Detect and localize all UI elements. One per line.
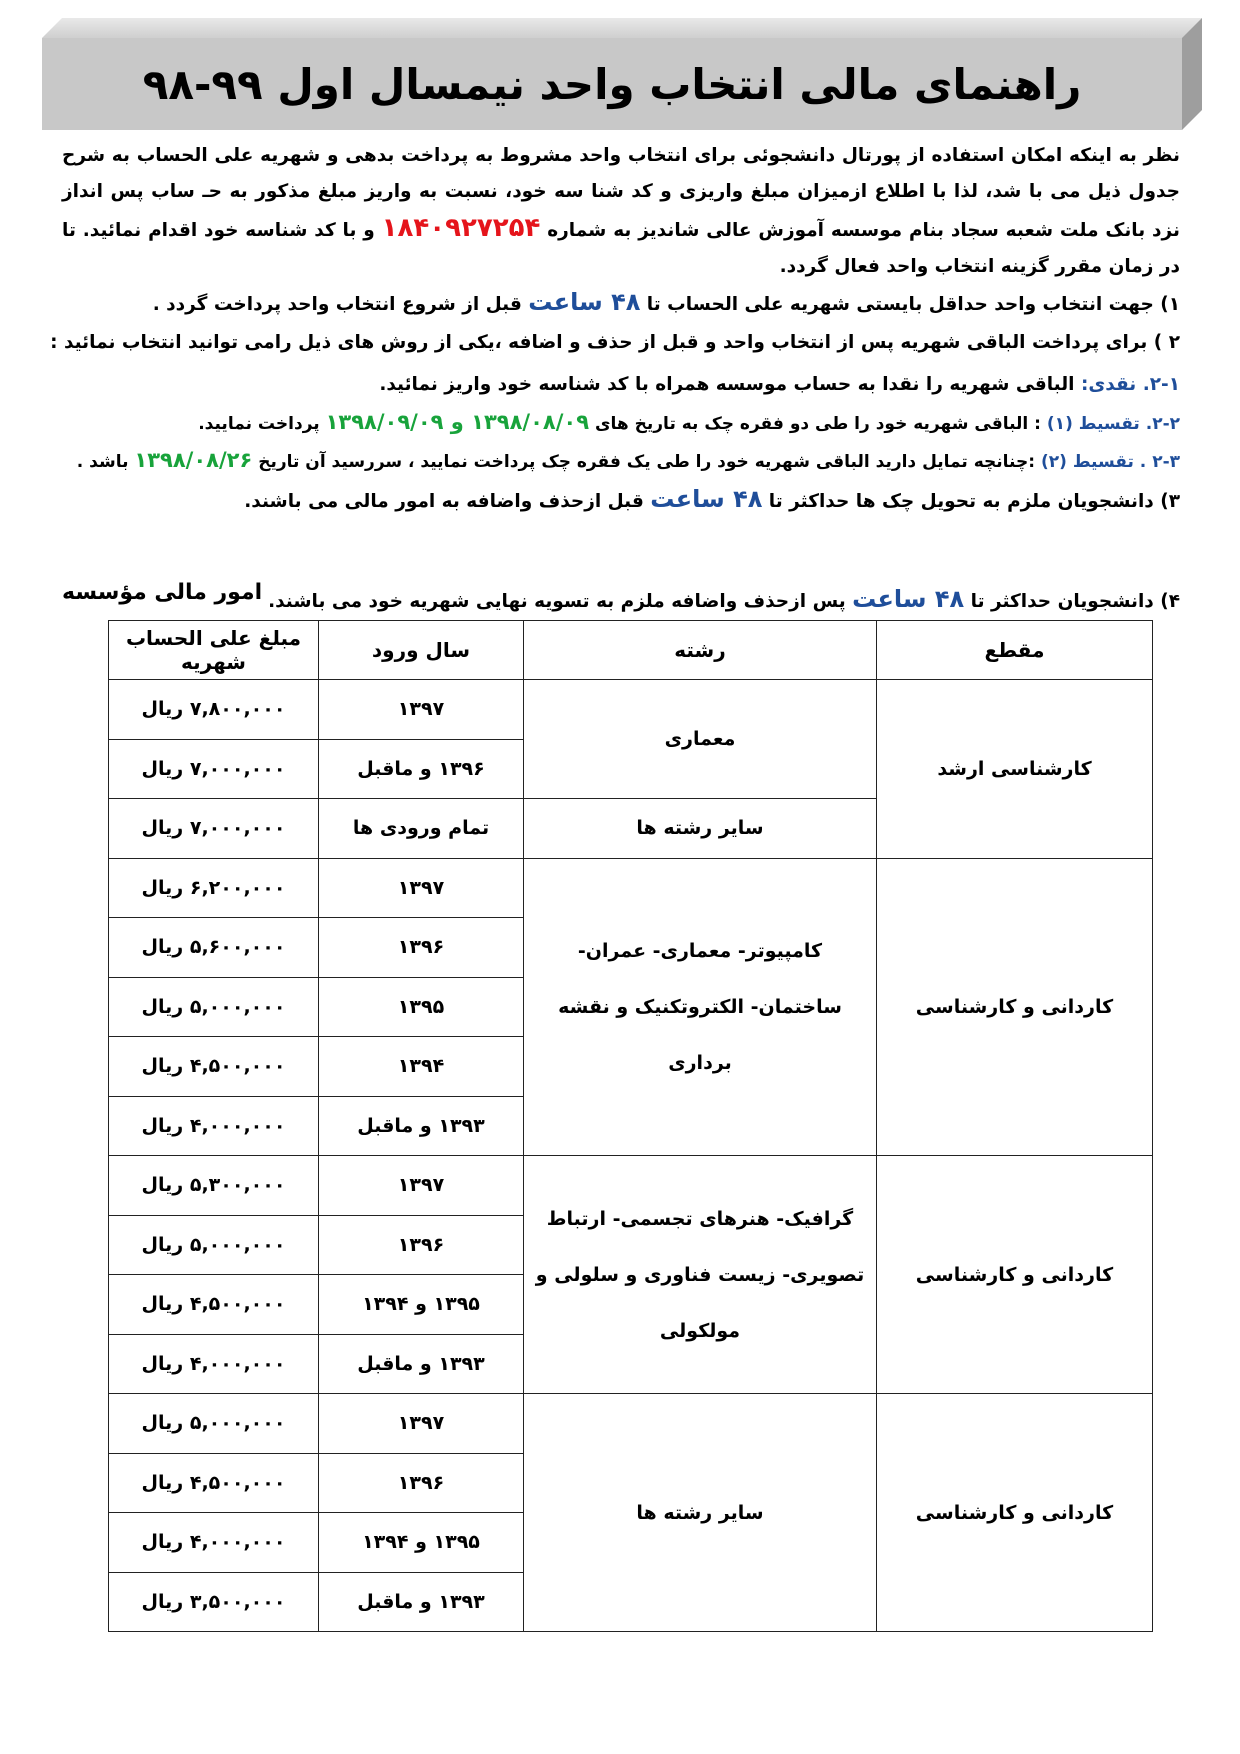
fee-cell: ۵,۰۰۰,۰۰۰ ریال — [109, 1215, 319, 1275]
fee-cell: ۴,۰۰۰,۰۰۰ ریال — [109, 1513, 319, 1573]
header-fee: مبلغ علی الحساب شهریه — [109, 621, 319, 680]
year-cell: ۱۳۹۷ — [319, 680, 524, 740]
year-cell: ۱۳۹۶ — [319, 1215, 524, 1275]
rule-4-deadline: ۴۸ ساعت — [852, 585, 965, 613]
fee-cell: ۷,۰۰۰,۰۰۰ ریال — [109, 799, 319, 859]
rule-3 — [62, 485, 1180, 513]
year-cell: ۱۳۹۵ و ۱۳۹۴ — [319, 1513, 524, 1573]
fee-cell: ۴,۰۰۰,۰۰۰ ریال — [109, 1096, 319, 1156]
title-banner — [42, 18, 1202, 130]
year-cell: ۱۳۹۳ و ماقبل — [319, 1572, 524, 1632]
rule-2-1-text: الباقی شهریه را نقدا به حساب موسسه همراه با کد شناسه خود واریز نمائید. — [379, 374, 1081, 395]
year-cell: ۱۳۹۶ — [319, 918, 524, 978]
rule-2-2-text-b: پرداخت نمایید. — [198, 414, 326, 434]
fee-cell: ۶,۲۰۰,۰۰۰ ریال — [109, 858, 319, 918]
year-cell: ۱۳۹۳ و ماقبل — [319, 1334, 524, 1394]
page-title: راهنمای مالی انتخاب واحد نیمسال اول ۹۹-۹۸ — [142, 59, 1082, 109]
year-cell: ۱۳۹۷ — [319, 1394, 524, 1454]
header-level: مقطع — [877, 621, 1153, 680]
fee-cell: ۴,۵۰۰,۰۰۰ ریال — [109, 1037, 319, 1097]
table-row — [109, 680, 1153, 740]
level-cell: کاردانی و کارشناسی — [877, 1156, 1153, 1394]
table-row — [109, 1156, 1153, 1216]
rule-2-2 — [62, 410, 1180, 434]
rule-2-1 — [62, 374, 1180, 395]
bank-account-number: ۱۸۴۰۹۲۷۲۵۴ — [381, 213, 541, 243]
year-cell: تمام ورودی ها — [319, 799, 524, 859]
field-cell: کامپیوتر- معماری- عمران- ساختمان- الکتروتکنیک و نقشه برداری — [524, 858, 877, 1156]
year-cell: ۱۳۹۷ — [319, 1156, 524, 1216]
fee-cell: ۷,۰۰۰,۰۰۰ ریال — [109, 739, 319, 799]
fee-cell: ۷,۸۰۰,۰۰۰ ریال — [109, 680, 319, 740]
rule-4 — [268, 585, 1180, 613]
rule-2-text: ۲ ) برای پرداخت الباقی شهریه پس از انتخاب واحد و قبل از حذف و اضافه ،یکی از روش های ذیل رامی توانید انتخاب نمائید : — [50, 332, 1180, 353]
rule-2 — [50, 332, 1180, 353]
banner-top-face — [42, 18, 1202, 38]
fee-cell: ۵,۰۰۰,۰۰۰ ریال — [109, 977, 319, 1037]
rule-3-text-a: ۳) دانشجویان ملزم به تحویل چک ها حداکثر تا — [762, 491, 1180, 512]
fee-cell: ۴,۰۰۰,۰۰۰ ریال — [109, 1334, 319, 1394]
rule-4-text-c: پس ازحذف واضافه ملزم به تسویه نهایی شهریه خود می باشند. — [268, 591, 853, 612]
fee-cell: ۵,۶۰۰,۰۰۰ ریال — [109, 918, 319, 978]
banner-front-face — [42, 38, 1182, 130]
level-cell: کاردانی و کارشناسی — [877, 1394, 1153, 1632]
rule-2-3-label: ۲-۳ . تقسیط (۲) — [1040, 452, 1180, 472]
table-row — [109, 1394, 1153, 1454]
year-cell: ۱۳۹۳ و ماقبل — [319, 1096, 524, 1156]
year-cell: ۱۳۹۴ — [319, 1037, 524, 1097]
level-cell: کارشناسی ارشد — [877, 680, 1153, 859]
rule-1 — [62, 288, 1180, 316]
year-cell: ۱۳۹۵ و ۱۳۹۴ — [319, 1275, 524, 1335]
year-cell: ۱۳۹۵ — [319, 977, 524, 1037]
field-cell: معماری — [524, 680, 877, 799]
header-field: رشته — [524, 621, 877, 680]
rule-1-text-c: قبل از شروع انتخاب واحد پرداخت گردد . — [152, 294, 529, 315]
fee-cell: ۵,۳۰۰,۰۰۰ ریال — [109, 1156, 319, 1216]
rule-2-1-label: ۲-۱. نقدی: — [1080, 374, 1180, 395]
department-name: امور مالی مؤسسه — [62, 580, 263, 605]
intro-paragraph — [62, 138, 1180, 285]
year-cell: ۱۳۹۷ — [319, 858, 524, 918]
rule-2-2-label: ۲-۲. تقسیط (۱) — [1046, 414, 1180, 434]
rule-2-2-text-a: : الباقی شهریه خود را طی دو فقره چک به تاریخ های — [589, 414, 1047, 434]
field-cell: سایر رشته ها — [524, 799, 877, 859]
rule-2-3-text-a: :چنانچه تمایل دارید الباقی شهریه خود را طی یک فقره چک پرداخت نمایید ، سررسید آن تاریخ — [252, 452, 1041, 472]
rule-2-2-dates: ۱۳۹۸/۰۸/۰۹ و ۱۳۹۸/۰۹/۰۹ — [325, 410, 590, 434]
fee-cell: ۴,۵۰۰,۰۰۰ ریال — [109, 1275, 319, 1335]
tuition-table — [108, 620, 1153, 1632]
rule-4-text-a: ۴) دانشجویان حداکثر تا — [964, 591, 1180, 612]
level-cell: کاردانی و کارشناسی — [877, 858, 1153, 1156]
rule-1-deadline: ۴۸ ساعت — [528, 288, 641, 316]
fee-cell: ۴,۵۰۰,۰۰۰ ریال — [109, 1453, 319, 1513]
rule-2-3-date: ۱۳۹۸/۰۸/۲۶ — [134, 448, 253, 472]
rule-2-3 — [62, 448, 1180, 472]
fee-cell: ۵,۰۰۰,۰۰۰ ریال — [109, 1394, 319, 1454]
table-row — [109, 858, 1153, 918]
field-cell: گرافیک- هنرهای تجسمی- ارتباط تصویری- زیست فناوری و سلولی و مولکولی — [524, 1156, 877, 1394]
field-cell: سایر رشته ها — [524, 1394, 877, 1632]
header-year: سال ورود — [319, 621, 524, 680]
table-header-row — [109, 621, 1153, 680]
rule-1-text-a: ۱) جهت انتخاب واحد حداقل بایستی شهریه علی الحساب تا — [640, 294, 1180, 315]
intro-text-2: و با کد شناسه خود اقدام نمائید. تا در زمان مقرر گزینه انتخاب واحد فعال گردد. — [62, 220, 1180, 277]
fee-cell: ۳,۵۰۰,۰۰۰ ریال — [109, 1572, 319, 1632]
rule-3-deadline: ۴۸ ساعت — [650, 485, 763, 513]
rule-3-text-c: قبل ازحذف واضافه به امور مالی می باشند. — [244, 491, 651, 512]
intro-text-1: نظر به اینکه امکان استفاده از پورتال دانشجوئی برای انتخاب واحد مشروط به پرداخت بدهی و شهریه علی الحساب به شرح جدول ذیل می با شد، لذا با اطلاع ازمیزان مبلغ واریزی و کد شنا سه خود، نسبت به واریز مبلغ مذکور به حـ ساب پس انداز نزد بانک ملت شعبه سجاد بنام موسسه آموزش عالی شاندیز به شماره — [62, 145, 1180, 241]
year-cell: ۱۳۹۶ و ماقبل — [319, 739, 524, 799]
rule-2-3-text-b: باشد . — [76, 452, 135, 472]
year-cell: ۱۳۹۶ — [319, 1453, 524, 1513]
